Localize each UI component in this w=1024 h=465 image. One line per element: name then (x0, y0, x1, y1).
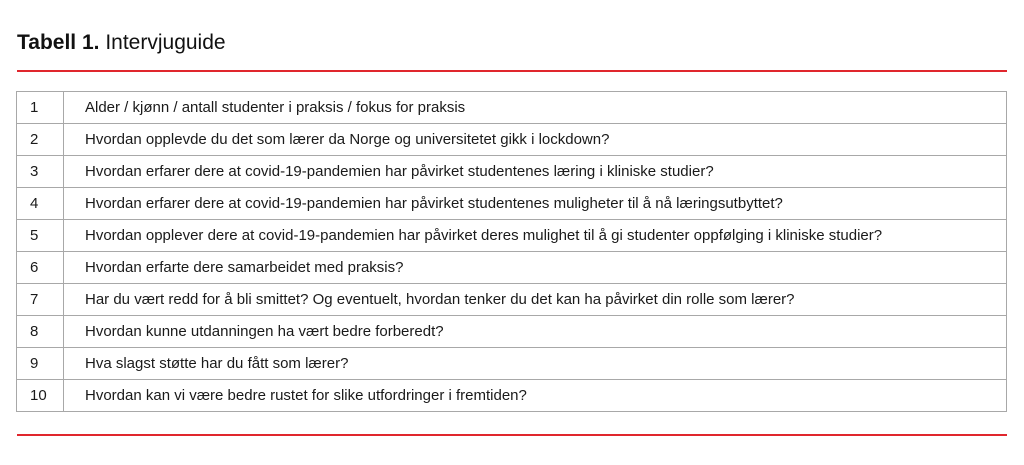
row-question: Har du vært redd for å bli smittet? Og eventuelt, hvordan tenker du det kan ha påvirket din rolle som lærer? (64, 284, 1007, 316)
table-row (17, 220, 1007, 252)
row-number: 7 (17, 284, 64, 316)
table-row (17, 380, 1007, 412)
table-row (17, 124, 1007, 156)
row-number: 2 (17, 124, 64, 156)
interview-guide-table (16, 91, 1007, 412)
row-question: Hvordan erfarer dere at covid-19-pandemien har påvirket studentenes læring i kliniske studier? (64, 156, 1007, 188)
table-row (17, 348, 1007, 380)
row-number: 4 (17, 188, 64, 220)
table-row (17, 188, 1007, 220)
row-question: Hvordan opplevde du det som lærer da Norge og universitetet gikk i lockdown? (64, 124, 1007, 156)
table-row (17, 284, 1007, 316)
row-number: 8 (17, 316, 64, 348)
row-question: Hvordan erfarer dere at covid-19-pandemien har påvirket studentenes muligheter til å nå læringsutbyttet? (64, 188, 1007, 220)
table-row (17, 92, 1007, 124)
table-row (17, 252, 1007, 284)
row-question: Hvordan erfarte dere samarbeidet med praksis? (64, 252, 1007, 284)
table-caption (17, 29, 226, 57)
bottom-divider (17, 434, 1007, 436)
row-number: 1 (17, 92, 64, 124)
row-number: 3 (17, 156, 64, 188)
row-number: 10 (17, 380, 64, 412)
row-question: Hvordan kan vi være bedre rustet for slike utfordringer i fremtiden? (64, 380, 1007, 412)
row-question: Alder / kjønn / antall studenter i praksis / fokus for praksis (64, 92, 1007, 124)
top-divider (17, 70, 1007, 72)
table-row (17, 316, 1007, 348)
row-number: 9 (17, 348, 64, 380)
row-question: Hva slagst støtte har du fått som lærer? (64, 348, 1007, 380)
table-row (17, 156, 1007, 188)
row-number: 5 (17, 220, 64, 252)
row-question: Hvordan kunne utdanningen ha vært bedre forberedt? (64, 316, 1007, 348)
caption-text: Intervjuguide (105, 31, 226, 54)
caption-label: Tabell 1. (17, 31, 100, 54)
row-number: 6 (17, 252, 64, 284)
row-question: Hvordan opplever dere at covid-19-pandemien har påvirket deres mulighet til å gi studenter oppfølging i kliniske studier? (64, 220, 1007, 252)
